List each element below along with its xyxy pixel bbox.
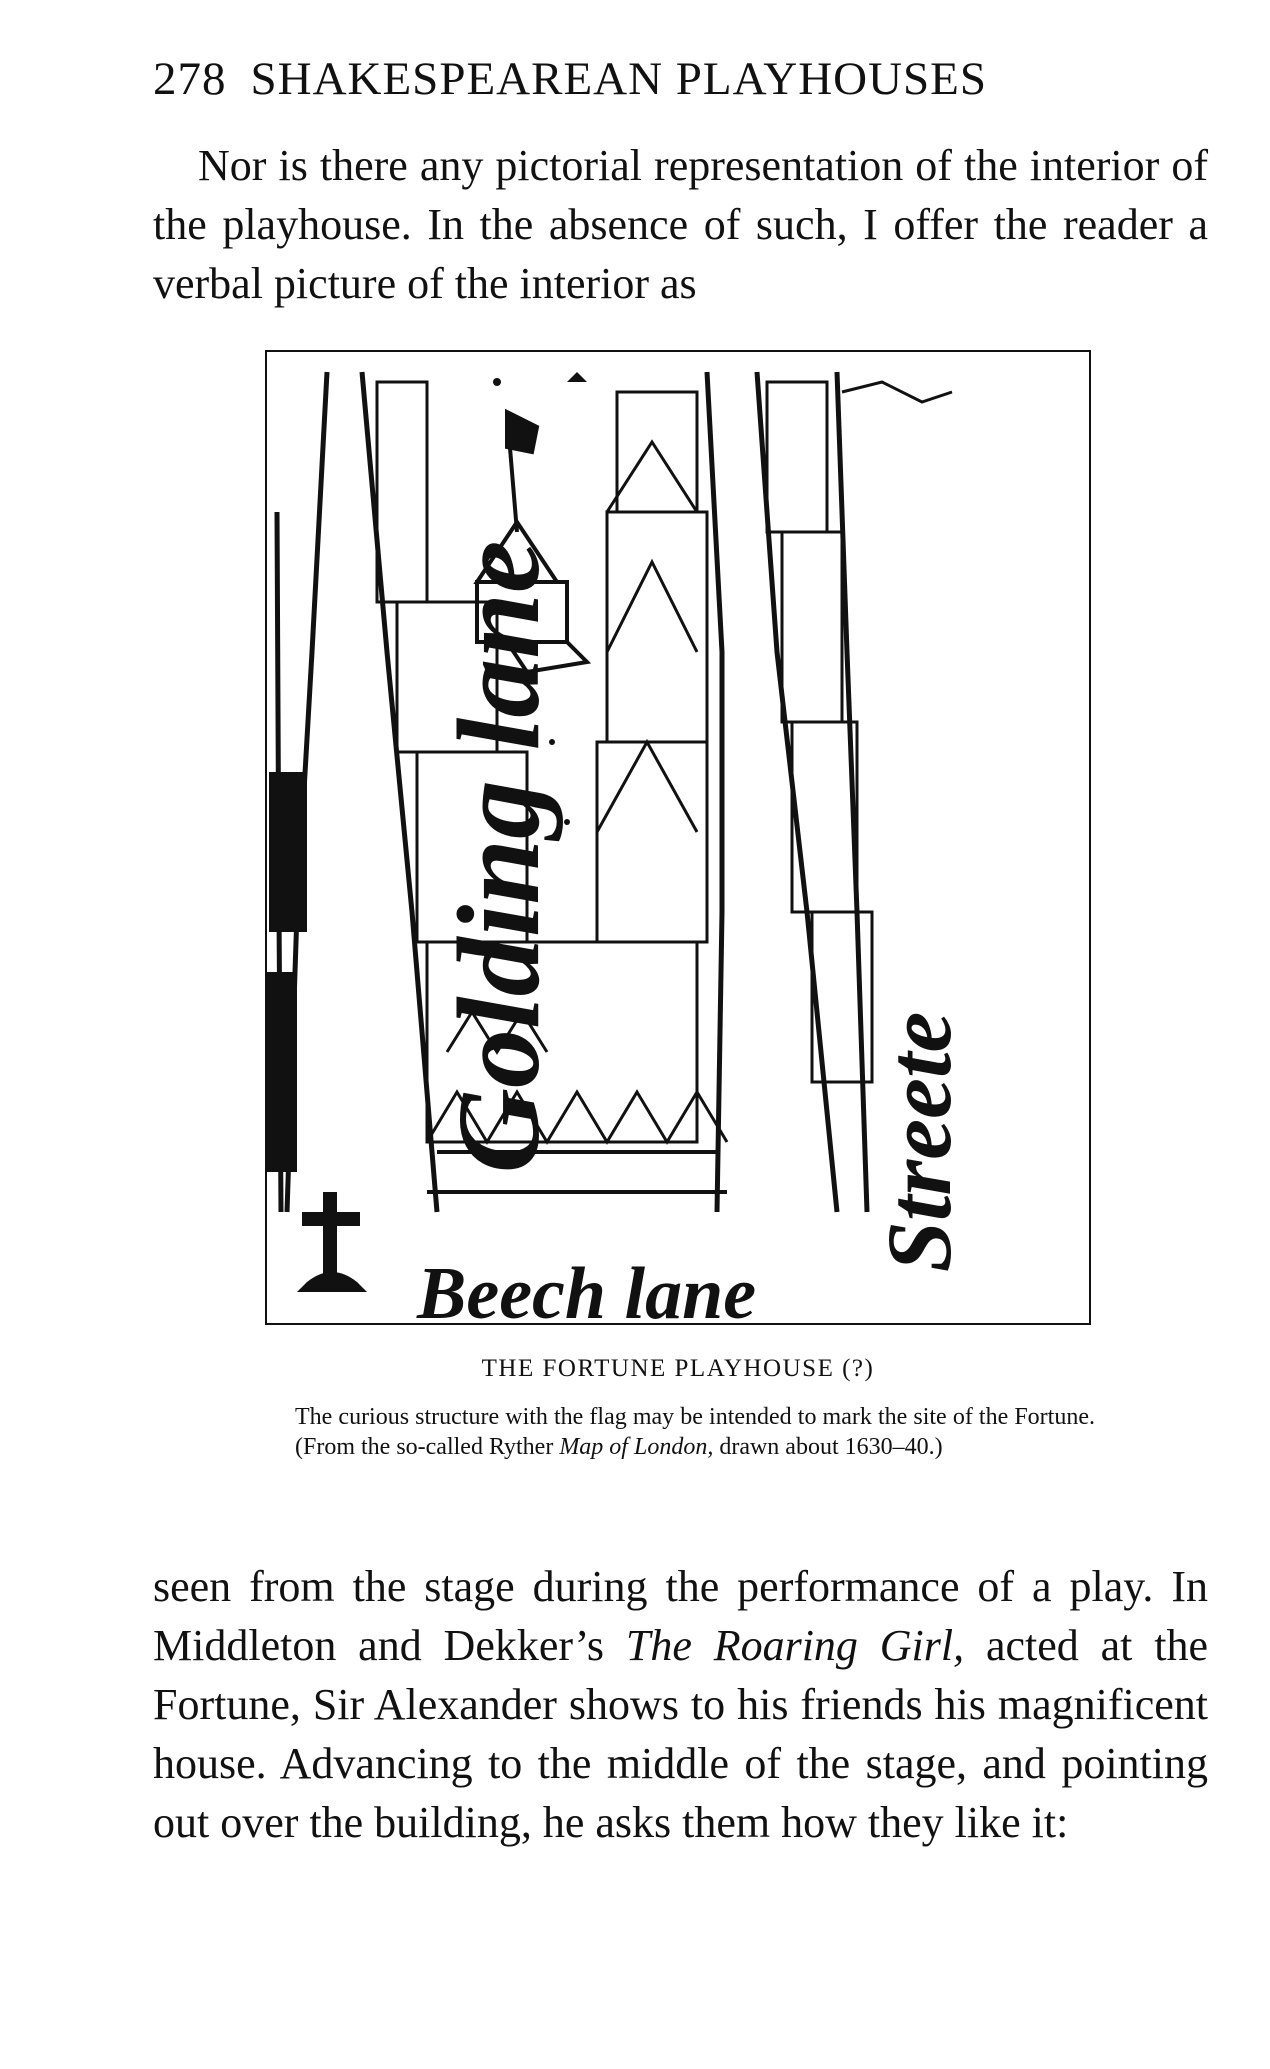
golding-lane-label: Golding lane <box>433 540 564 1174</box>
figure-caption <box>295 1402 1095 1462</box>
caption-italic: Map of London, <box>559 1434 714 1460</box>
beech-lane-label: Beech lane <box>417 1253 757 1325</box>
left-houses <box>267 772 307 1172</box>
caption-text-1: The curious structure with the flag may be intended to mark the site of the Fortune. (From the so-called Ryther <box>295 1404 1095 1460</box>
paragraph-top-text: Nor is there any pictorial representation of the interior of the playhouse. In the absence of such, I offer the reader a verbal picture of the interior as <box>153 141 1208 308</box>
running-title: SHAKESPEAREAN PLAYHOUSES <box>250 53 988 105</box>
paragraph-top <box>153 136 1208 313</box>
paragraph-bottom-text-1: seen from the stage during the performance of a play. In Middleton and Dekker’s <box>153 1562 1208 1670</box>
paragraph-bottom <box>153 1557 1208 1852</box>
play-title: The Roaring Girl, <box>625 1621 965 1670</box>
streete-label: Streete <box>868 1011 970 1273</box>
block-right-edge <box>707 372 722 1212</box>
page-number: 278 <box>153 53 227 105</box>
map-figure <box>265 350 1091 1325</box>
streete-right-edge <box>837 372 867 1212</box>
figure-title: THE FORTUNE PLAYHOUSE (?) <box>481 1355 875 1382</box>
paragraph-bottom-text-2: acted at the Fortune, Sir Alexander shows to his friends his magnificent house. Advancing to the middle of the stage, and pointing out over the building, he asks them how they like it: <box>153 1621 1208 1847</box>
cross-icon <box>297 1192 367 1292</box>
running-header <box>153 52 1143 108</box>
streete-left-edge <box>757 372 837 1212</box>
caption-text-2: drawn about 1630–40.) <box>713 1434 943 1460</box>
